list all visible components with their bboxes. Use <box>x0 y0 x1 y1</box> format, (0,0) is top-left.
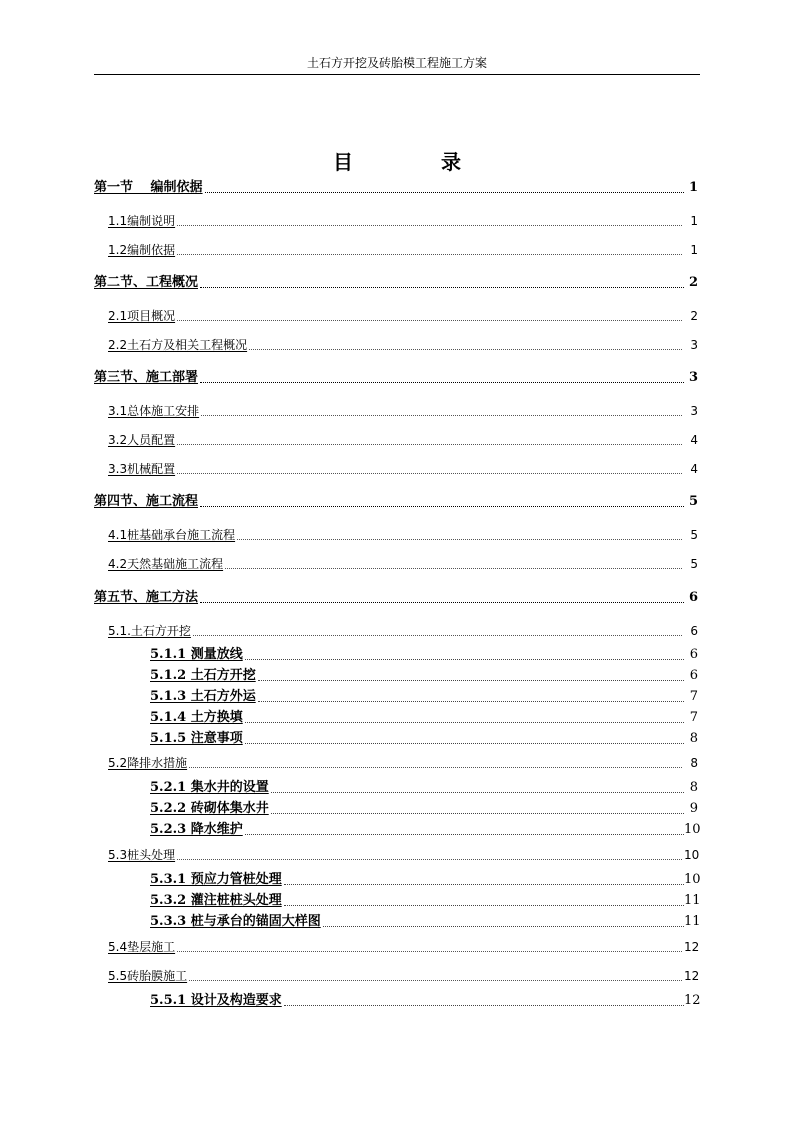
toc-entry-5-5-1[interactable] <box>150 993 701 1009</box>
dot-leader <box>245 833 684 835</box>
toc-entry-page: 5 <box>690 528 698 542</box>
toc-entry-page: 5 <box>688 494 698 509</box>
toc-entry-1-2[interactable] <box>108 242 698 258</box>
toc-entry-section-1[interactable] <box>94 180 698 196</box>
toc-entry-5-1-4[interactable] <box>150 710 698 726</box>
toc-entry-5-1-3[interactable] <box>150 689 698 705</box>
dot-leader <box>201 414 682 416</box>
toc-entry-page: 4 <box>690 462 698 476</box>
page-header: 土石方开挖及砖胎模工程施工方案 <box>94 56 700 75</box>
dot-leader <box>245 742 684 744</box>
toc-entry-section-5[interactable] <box>94 590 698 606</box>
toc-entry-2-1[interactable] <box>108 308 698 324</box>
dot-leader <box>284 883 684 885</box>
dot-leader <box>177 950 682 952</box>
toc-entry-label: 第三节、施工部署 <box>94 370 199 385</box>
dot-leader <box>177 858 682 860</box>
toc-entry-page: 3 <box>688 370 698 385</box>
toc-entry-label: 5.1.1 测量放线 <box>150 647 243 662</box>
toc-entry-page: 4 <box>690 433 698 447</box>
dot-leader <box>177 472 682 474</box>
toc-entry-3-1[interactable] <box>108 403 698 419</box>
toc-entry-label: 5.2.2 砖砌体集水井 <box>150 801 269 816</box>
toc-entry-label: 第二节、工程概况 <box>94 275 199 290</box>
toc-entry-2-2[interactable] <box>108 337 698 353</box>
toc-entry-label: 4.2天然基础施工流程 <box>108 557 224 571</box>
toc-entry-page: 2 <box>690 309 698 323</box>
toc-entry-section-3[interactable] <box>94 370 698 386</box>
dot-leader <box>177 253 682 255</box>
toc-entry-page: 12 <box>684 993 701 1008</box>
dot-leader <box>200 601 684 603</box>
toc-entry-label: 3.3机械配置 <box>108 462 176 476</box>
dot-leader <box>237 538 682 540</box>
toc-entry-page: 7 <box>689 710 698 725</box>
dot-leader <box>271 791 684 793</box>
toc-entry-label: 5.4垫层施工 <box>108 940 176 954</box>
toc-entry-5-1-2[interactable] <box>150 668 698 684</box>
toc-entry-5-2[interactable] <box>108 755 698 771</box>
toc-entry-5-1-1[interactable] <box>150 647 698 663</box>
toc-entry-page: 6 <box>689 668 698 683</box>
toc-entry-5-4[interactable] <box>108 939 698 955</box>
toc-entry-page: 12 <box>684 940 700 954</box>
toc-entry-label: 2.1项目概况 <box>108 309 176 323</box>
toc-entry-label: 4.1桩基础承台施工流程 <box>108 528 236 542</box>
toc-entry-page: 3 <box>690 404 698 418</box>
toc-entry-page: 3 <box>690 338 698 352</box>
toc-entry-page: 8 <box>689 731 698 746</box>
toc-entry-5-2-1[interactable] <box>150 780 698 796</box>
toc-entry-label: 3.1总体施工安排 <box>108 404 200 418</box>
toc-entry-label: 5.2降排水措施 <box>108 756 188 770</box>
toc-entry-label: 5.5砖胎膜施工 <box>108 969 188 983</box>
dot-leader <box>225 567 682 569</box>
toc-entry-page: 10 <box>684 822 701 837</box>
dot-leader <box>200 381 684 383</box>
toc-entry-5-3-3[interactable] <box>150 914 701 930</box>
dot-leader <box>249 348 682 350</box>
dot-leader <box>284 904 684 906</box>
dot-leader <box>177 319 682 321</box>
dot-leader <box>205 191 684 193</box>
toc-entry-page: 6 <box>688 590 698 605</box>
dot-leader <box>245 721 684 723</box>
toc-entry-label: 5.1.5 注意事项 <box>150 731 243 746</box>
toc-entry-page: 6 <box>689 647 698 662</box>
toc-entry-5-3[interactable] <box>108 847 698 863</box>
toc-entry-label: 1.1编制说明 <box>108 214 176 228</box>
toc-entry-label: 5.1.土石方开挖 <box>108 624 191 638</box>
dot-leader <box>189 766 682 768</box>
toc-entry-label: 第四节、施工流程 <box>94 494 199 509</box>
dot-leader <box>323 925 684 927</box>
toc-entry-page: 9 <box>689 801 698 816</box>
toc-entry-4-1[interactable] <box>108 527 698 543</box>
dot-leader <box>258 700 684 702</box>
toc-entry-page: 10 <box>684 848 700 862</box>
dot-leader <box>284 1004 684 1006</box>
toc-entry-page: 1 <box>688 180 698 195</box>
dot-leader <box>193 634 682 636</box>
dot-leader <box>189 979 682 981</box>
toc-entry-label: 5.3.1 预应力管桩处理 <box>150 872 282 887</box>
toc-entry-page: 6 <box>690 624 698 638</box>
toc-entry-label: 5.5.1 设计及构造要求 <box>150 993 282 1008</box>
toc-entry-5-1-5[interactable] <box>150 731 698 747</box>
toc-entry-label: 2.2土石方及相关工程概况 <box>108 338 248 352</box>
toc-entry-page: 1 <box>690 243 698 257</box>
toc-entry-3-2[interactable] <box>108 432 698 448</box>
toc-entry-section-4[interactable] <box>94 494 698 510</box>
toc-entry-section-2[interactable] <box>94 275 698 291</box>
toc-entry-page: 1 <box>690 214 698 228</box>
toc-entry-5-1[interactable] <box>108 623 698 639</box>
toc-entry-page: 10 <box>684 872 701 887</box>
toc-entry-label: 3.2人员配置 <box>108 433 176 447</box>
toc-entry-label: 5.3.3 桩与承台的锚固大样图 <box>150 914 321 929</box>
toc-entry-label: 5.2.1 集水井的设置 <box>150 780 269 795</box>
toc-entry-1-1[interactable] <box>108 213 698 229</box>
toc-entry-5-3-2[interactable] <box>150 893 701 909</box>
toc-entry-label: 5.2.3 降水维护 <box>150 822 243 837</box>
toc-entry-label: 1.2编制依据 <box>108 243 176 257</box>
toc-entry-5-2-3[interactable] <box>150 822 701 838</box>
toc-entry-label: 5.3.2 灌注桩桩头处理 <box>150 893 282 908</box>
toc-entry-page: 8 <box>689 780 698 795</box>
toc-entry-page: 5 <box>690 557 698 571</box>
toc-entry-3-3[interactable] <box>108 461 698 477</box>
toc-entry-page: 12 <box>684 969 700 983</box>
toc-entry-page: 11 <box>684 893 701 908</box>
toc-entry-page: 7 <box>689 689 698 704</box>
toc-title: 目 录 <box>333 150 495 174</box>
toc-entry-label: 5.3桩头处理 <box>108 848 176 862</box>
toc-entry-page: 11 <box>684 914 701 929</box>
toc-entry-5-2-2[interactable] <box>150 801 698 817</box>
toc-entry-5-5[interactable] <box>108 968 698 984</box>
toc-entry-label: 5.1.2 土石方开挖 <box>150 668 256 683</box>
dot-leader <box>271 812 684 814</box>
toc-entry-label: 第五节、施工方法 <box>94 590 199 605</box>
dot-leader <box>200 505 684 507</box>
toc-entry-label: 5.1.3 土石方外运 <box>150 689 256 704</box>
dot-leader <box>177 443 682 445</box>
dot-leader <box>245 658 684 660</box>
toc-entry-5-3-1[interactable] <box>150 872 701 888</box>
dot-leader <box>258 679 684 681</box>
toc-entry-page: 8 <box>690 756 698 770</box>
toc-entry-label: 第一节 编制依据 <box>94 180 203 195</box>
toc-entry-label: 5.1.4 土方换填 <box>150 710 243 725</box>
toc-entry-page: 2 <box>688 275 698 290</box>
dot-leader <box>177 224 682 226</box>
toc-entry-4-2[interactable] <box>108 556 698 572</box>
dot-leader <box>200 286 684 288</box>
